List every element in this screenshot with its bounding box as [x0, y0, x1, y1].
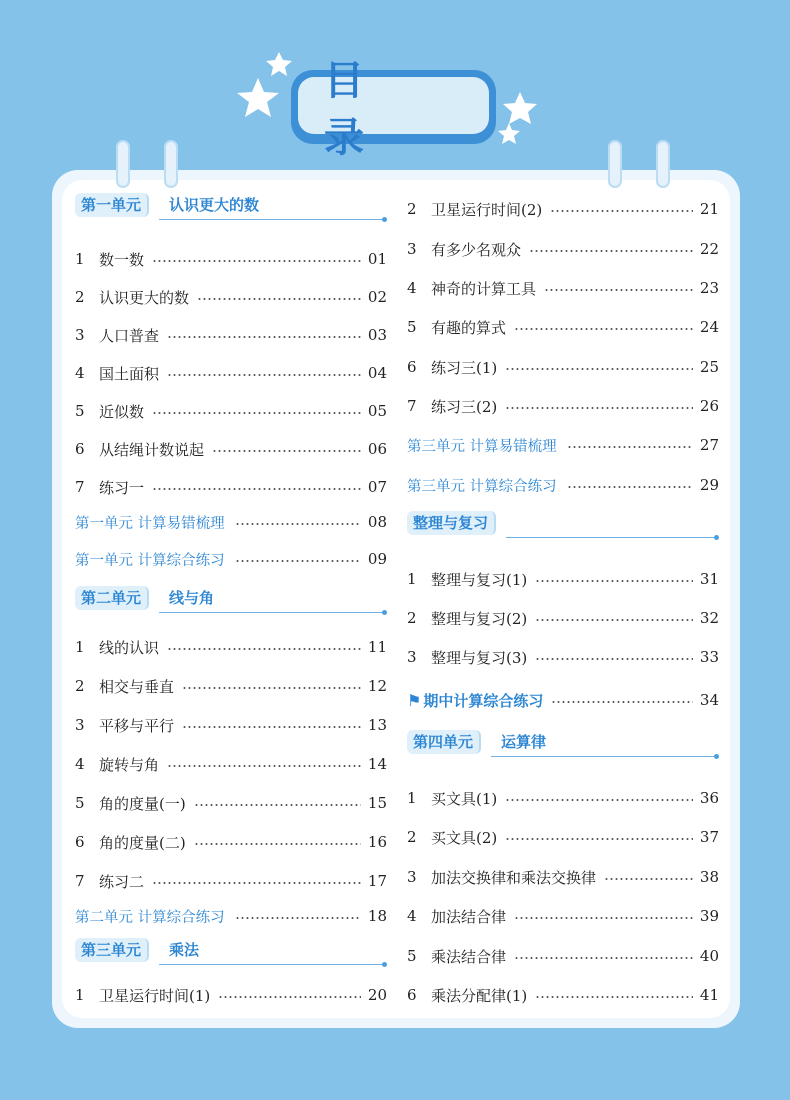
toc-entry[interactable]	[407, 606, 719, 630]
entry-number: 7	[407, 397, 417, 415]
entry-number: 4	[407, 907, 417, 925]
toc-entry[interactable]	[75, 475, 387, 499]
entry-number: 5	[75, 794, 85, 812]
dot-leader	[182, 726, 361, 728]
toc-entry[interactable]	[75, 399, 387, 423]
entry-number: 3	[75, 716, 85, 734]
entry-number: 7	[75, 478, 85, 496]
entry-number: 2	[75, 677, 85, 695]
page-number: 37	[699, 828, 719, 846]
graduation-cap-icon: ⚑	[407, 690, 422, 710]
toc-special-entry[interactable]	[407, 688, 719, 712]
entry-number: 6	[75, 833, 85, 851]
dot-leader	[514, 917, 693, 919]
dot-leader	[167, 765, 361, 767]
entry-label: 神奇的计算工具	[431, 279, 537, 298]
page-number: 39	[699, 907, 719, 925]
entry-number: 4	[407, 279, 417, 297]
star-icon	[503, 92, 537, 124]
entry-label: 买文具(2)	[431, 828, 498, 847]
dot-leader	[604, 878, 693, 880]
entry-number: 6	[407, 358, 417, 376]
toc-entry[interactable]	[407, 276, 719, 300]
dot-leader	[182, 687, 361, 689]
binder-ring	[116, 140, 130, 188]
page-title: 目 录	[298, 77, 489, 134]
dot-leader	[152, 882, 361, 884]
unit-underline	[491, 756, 717, 757]
entry-number: 3	[407, 240, 417, 258]
page-number: 05	[367, 402, 387, 420]
dot-leader	[152, 488, 361, 490]
dot-leader	[505, 838, 693, 840]
toc-entry[interactable]	[407, 825, 719, 849]
entry-label: 数一数	[99, 250, 145, 269]
toc-entry[interactable]	[75, 674, 387, 698]
page-number: 33	[699, 648, 719, 666]
unit-header[interactable]	[75, 584, 387, 614]
toc-entry[interactable]	[75, 323, 387, 347]
unit-underline	[159, 612, 385, 613]
dot-leader	[197, 298, 361, 300]
page-number: 12	[367, 677, 387, 695]
page-number: 11	[367, 638, 387, 656]
star-icon	[266, 52, 292, 76]
toc-entry[interactable]	[407, 865, 719, 889]
toc-entry[interactable]	[407, 904, 719, 928]
dot-leader	[535, 580, 693, 582]
unit-underline-dot	[382, 962, 387, 967]
page-number: 22	[699, 240, 719, 258]
star-icon	[237, 78, 279, 117]
page-number: 26	[699, 397, 719, 415]
page-number: 41	[699, 986, 719, 1004]
entry-label: 练习二	[99, 872, 145, 891]
page-number: 23	[699, 279, 719, 297]
page-number: 18	[367, 907, 387, 925]
dot-leader	[567, 446, 693, 448]
dot-leader	[194, 843, 361, 845]
toc-practice-entry[interactable]	[75, 904, 387, 928]
page-number: 25	[699, 358, 719, 376]
entry-number: 5	[407, 947, 417, 965]
page-number: 24	[699, 318, 719, 336]
page-number: 03	[367, 326, 387, 344]
dot-leader	[550, 210, 693, 212]
dot-leader	[544, 289, 693, 291]
toc-entry[interactable]	[75, 361, 387, 385]
unit-underline-dot	[382, 610, 387, 615]
entry-label: 有趣的算式	[431, 318, 507, 337]
dot-leader	[514, 328, 693, 330]
unit-header[interactable]	[75, 936, 387, 966]
entry-label: 练习三(1)	[431, 358, 498, 377]
dot-leader	[212, 450, 361, 452]
entry-label: 期中计算综合练习	[423, 691, 544, 710]
dot-leader	[235, 560, 361, 562]
dot-leader	[535, 996, 693, 998]
unit-header[interactable]	[407, 728, 719, 758]
entry-number: 2	[407, 609, 417, 627]
page-number: 08	[367, 513, 387, 531]
page-number: 38	[699, 868, 719, 886]
toc-entry[interactable]	[75, 285, 387, 309]
dot-leader	[235, 917, 361, 919]
dot-leader	[535, 619, 693, 621]
entry-number: 1	[407, 789, 417, 807]
entry-number: 3	[407, 868, 417, 886]
entry-label: 第二单元 计算综合练习	[75, 909, 225, 926]
entry-label: 整理与复习(2)	[431, 609, 528, 628]
toc-entry[interactable]	[407, 355, 719, 379]
dot-leader	[505, 799, 693, 801]
page-number: 27	[699, 436, 719, 454]
entry-number: 2	[407, 200, 417, 218]
toc-entry[interactable]	[75, 869, 387, 893]
page-number: 07	[367, 478, 387, 496]
dot-leader	[567, 486, 693, 488]
binder-ring	[164, 140, 178, 188]
entry-label: 相交与垂直	[99, 677, 175, 696]
entry-label: 整理与复习(1)	[431, 570, 528, 589]
page-number: 29	[699, 476, 719, 494]
unit-tag: 第一单元	[75, 193, 149, 217]
toc-entry[interactable]	[75, 830, 387, 854]
entry-label: 练习一	[99, 478, 145, 497]
page-number: 34	[699, 691, 719, 709]
entry-label: 第一单元 计算综合练习	[75, 552, 225, 569]
entry-label: 角的度量(二)	[99, 833, 186, 852]
dot-leader	[218, 996, 361, 998]
entry-label: 角的度量(一)	[99, 794, 186, 813]
page-number: 09	[367, 550, 387, 568]
dot-leader	[535, 658, 693, 660]
unit-tag: 第四单元	[407, 730, 481, 754]
entry-label: 从结绳计数说起	[99, 440, 205, 459]
entry-label: 认识更大的数	[99, 288, 190, 307]
dot-leader	[551, 701, 693, 703]
entry-label: 旋转与角	[99, 755, 160, 774]
toc-entry[interactable]	[407, 983, 719, 1007]
entry-number: 6	[75, 440, 85, 458]
toc-practice-entry[interactable]	[75, 510, 387, 534]
entry-label: 练习三(2)	[431, 397, 498, 416]
toc-practice-entry[interactable]	[407, 433, 719, 457]
binder-ring	[608, 140, 622, 188]
toc-entry[interactable]	[75, 752, 387, 776]
unit-underline	[506, 537, 717, 538]
entry-number: 6	[407, 986, 417, 1004]
entry-number: 1	[75, 986, 85, 1004]
toc-entry[interactable]	[407, 567, 719, 591]
page-number: 01	[367, 250, 387, 268]
entry-label: 平移与平行	[99, 716, 175, 735]
toc-practice-entry[interactable]	[407, 473, 719, 497]
unit-title: 乘法	[169, 941, 200, 959]
dot-leader	[167, 648, 361, 650]
entry-number: 2	[407, 828, 417, 846]
dot-leader	[514, 957, 693, 959]
entry-label: 加法交换律和乘法交换律	[431, 868, 597, 887]
page-number: 15	[367, 794, 387, 812]
page-number: 14	[367, 755, 387, 773]
toc-entry[interactable]	[407, 786, 719, 810]
entry-number: 5	[407, 318, 417, 336]
entry-label: 整理与复习(3)	[431, 648, 528, 667]
dot-leader	[505, 407, 693, 409]
entry-label: 卫星运行时间(1)	[99, 986, 211, 1005]
entry-label: 买文具(1)	[431, 789, 498, 808]
unit-header[interactable]	[75, 191, 387, 221]
entry-label: 乘法分配律(1)	[431, 986, 528, 1005]
entry-label: 国土面积	[99, 364, 160, 383]
entry-number: 1	[407, 570, 417, 588]
toc-entry[interactable]	[407, 645, 719, 669]
unit-header[interactable]	[407, 509, 719, 539]
page-number: 16	[367, 833, 387, 851]
toc-title-box	[291, 57, 496, 161]
page-number: 13	[367, 716, 387, 734]
entry-label: 乘法结合律	[431, 947, 507, 966]
dot-leader	[152, 412, 361, 414]
binder-ring	[656, 140, 670, 188]
entry-label: 人口普查	[99, 326, 160, 345]
unit-underline-dot	[714, 754, 719, 759]
entry-label: 线的认识	[99, 638, 160, 657]
entry-number: 3	[75, 326, 85, 344]
page-number: 06	[367, 440, 387, 458]
unit-underline	[159, 964, 385, 965]
entry-number: 1	[75, 250, 85, 268]
dot-leader	[152, 260, 361, 262]
dot-leader	[194, 804, 361, 806]
toc-entry[interactable]	[407, 944, 719, 968]
dot-leader	[529, 250, 693, 252]
page-number: 32	[699, 609, 719, 627]
unit-title: 运算律	[501, 733, 547, 751]
page-number: 31	[699, 570, 719, 588]
entry-number: 3	[407, 648, 417, 666]
toc-entry[interactable]	[75, 791, 387, 815]
toc-entry[interactable]	[407, 394, 719, 418]
entry-label: 第一单元 计算易错梳理	[75, 515, 225, 532]
dot-leader	[167, 336, 361, 338]
unit-tag: 整理与复习	[407, 511, 496, 535]
page-number: 20	[367, 986, 387, 1004]
star-icon	[498, 123, 520, 144]
toc-entry[interactable]	[407, 197, 719, 221]
page-number: 40	[699, 947, 719, 965]
toc-entry[interactable]	[75, 437, 387, 461]
unit-underline	[159, 219, 385, 220]
unit-title: 线与角	[169, 589, 215, 607]
toc-entry[interactable]	[75, 713, 387, 737]
entry-label: 近似数	[99, 402, 145, 421]
page-number: 36	[699, 789, 719, 807]
entry-label: 加法结合律	[431, 907, 507, 926]
dot-leader	[505, 368, 693, 370]
entry-number: 7	[75, 872, 85, 890]
dot-leader	[235, 523, 361, 525]
entry-number: 5	[75, 402, 85, 420]
dot-leader	[167, 374, 361, 376]
toc-entry[interactable]	[75, 247, 387, 271]
toc-entry[interactable]	[407, 237, 719, 261]
toc-entry[interactable]	[75, 635, 387, 659]
unit-underline-dot	[382, 217, 387, 222]
entry-number: 4	[75, 364, 85, 382]
unit-title: 认识更大的数	[169, 196, 260, 214]
page-number: 21	[699, 200, 719, 218]
toc-practice-entry[interactable]	[75, 547, 387, 571]
page-number: 17	[367, 872, 387, 890]
toc-entry[interactable]	[75, 983, 387, 1007]
entry-label: 第三单元 计算易错梳理	[407, 438, 557, 455]
entry-number: 2	[75, 288, 85, 306]
unit-underline-dot	[714, 535, 719, 540]
unit-tag: 第二单元	[75, 586, 149, 610]
toc-entry[interactable]	[407, 315, 719, 339]
entry-label: 有多少名观众	[431, 240, 522, 259]
entry-number: 1	[75, 638, 85, 656]
entry-number: 4	[75, 755, 85, 773]
entry-label: 第三单元 计算综合练习	[407, 478, 557, 495]
entry-label: 卫星运行时间(2)	[431, 200, 543, 219]
page-number: 04	[367, 364, 387, 382]
unit-tag: 第三单元	[75, 938, 149, 962]
page-number: 02	[367, 288, 387, 306]
